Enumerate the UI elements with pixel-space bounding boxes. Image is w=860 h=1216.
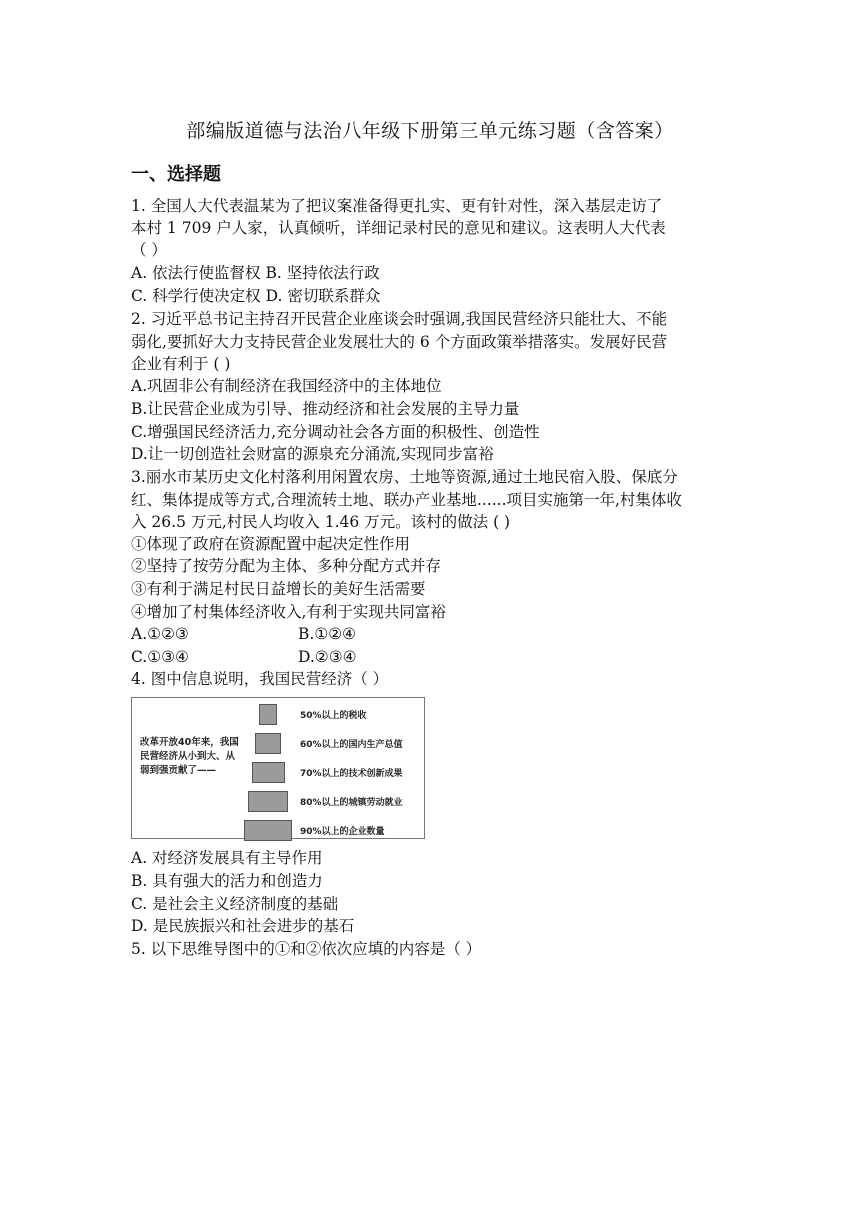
- q2-line: 2. 习近平总书记主持召开民营企业座谈会时强调,我国民营经济只能壮大、不能: [131, 310, 668, 328]
- q3-statement: ③有利于满足村民日益增长的美好生活需要: [131, 580, 426, 598]
- q1-line: 1. 全国人大代表温某为了把议案准备得更扎实、更有针对性，深入基层走访了: [131, 197, 663, 215]
- q3-statement: ②坚持了按劳分配为主体、多种分配方式并存: [131, 557, 442, 575]
- q1-line: （ ）: [131, 241, 167, 259]
- q4-option: A. 对经济发展具有主导作用: [131, 849, 323, 867]
- figure-bar: [252, 762, 285, 783]
- q3-option: D.②③④: [298, 648, 357, 666]
- q4-option: B. 具有强大的活力和创造力: [131, 872, 323, 890]
- section-heading: 一、选择题: [131, 164, 221, 185]
- figure-bar-label: 50%以上的税收: [300, 711, 367, 721]
- q3-line: 3.丽水市某历史文化村落利用闲置农房、土地等资源,通过土地民宿入股、保底分: [131, 468, 678, 486]
- q3-option: A.①②③: [131, 625, 189, 643]
- q3-statement: ④增加了村集体经济收入,有利于实现共同富裕: [131, 603, 446, 621]
- contribution-figure: [131, 697, 425, 839]
- q2-option: D.让一切创造社会财富的源泉充分涌流,实现同步富裕: [131, 445, 494, 463]
- q3-statement: ①体现了政府在资源配置中起决定性作用: [131, 535, 411, 553]
- figure-bar: [244, 820, 292, 841]
- figure-bar: [259, 704, 277, 725]
- q4-option: C. 是社会主义经济制度的基础: [131, 895, 339, 913]
- figure-caption: 改革开放40年来，我国民营经济从小到大、从弱到强贡献了——: [140, 737, 239, 776]
- figure-bar-label: 80%以上的城镇劳动就业: [300, 798, 403, 808]
- figure-bar-label: 90%以上的企业数量: [300, 827, 385, 837]
- q3-option: C.①③④: [131, 648, 189, 666]
- figure-bar: [248, 791, 289, 812]
- document-title: 部编版道德与法治八年级下册第三单元练习题（含答案）: [186, 120, 674, 142]
- q4-option: D. 是民族振兴和社会进步的基石: [131, 917, 355, 935]
- q1-line: 本村 1 709 户人家，认真倾听，详细记录村民的意见和建议。这表明人大代表: [131, 219, 666, 237]
- q4-stem: 4. 图中信息说明，我国民营经济（ ）: [131, 670, 389, 688]
- q3-line: 红、集体提成等方式,合理流转土地、联办产业基地......项目实施第一年,村集体收: [131, 491, 682, 509]
- q5-stem: 5. 以下思维导图中的①和②依次应填的内容是（ ）: [131, 940, 482, 958]
- figure-bar-label: 70%以上的技术创新成果: [300, 769, 403, 779]
- q2-option: A.巩固非公有制经济在我国经济中的主体地位: [131, 377, 442, 395]
- q2-line: 企业有利于 ( ): [131, 355, 231, 373]
- figure-bar: [255, 733, 281, 754]
- q3-line: 入 26.5 万元,村民人均收入 1.46 万元。该村的做法 ( ): [131, 513, 511, 531]
- q1-option-row: A. 依法行使监督权 B. 坚持依法行政: [131, 264, 380, 282]
- q3-option: B.①②④: [298, 625, 357, 643]
- q2-option: C.增强国民经济活力,充分调动社会各方面的积极性、创造性: [131, 423, 540, 441]
- q2-line: 弱化,要抓好大力支持民营企业发展壮大的 6 个方面政策举措落实。发展好民营: [131, 333, 668, 351]
- figure-bar-label: 60%以上的国内生产总值: [300, 740, 403, 750]
- q1-option-row: C. 科学行使决定权 D. 密切联系群众: [131, 287, 381, 305]
- q2-option: B.让民营企业成为引导、推动经济和社会发展的主导力量: [131, 400, 520, 418]
